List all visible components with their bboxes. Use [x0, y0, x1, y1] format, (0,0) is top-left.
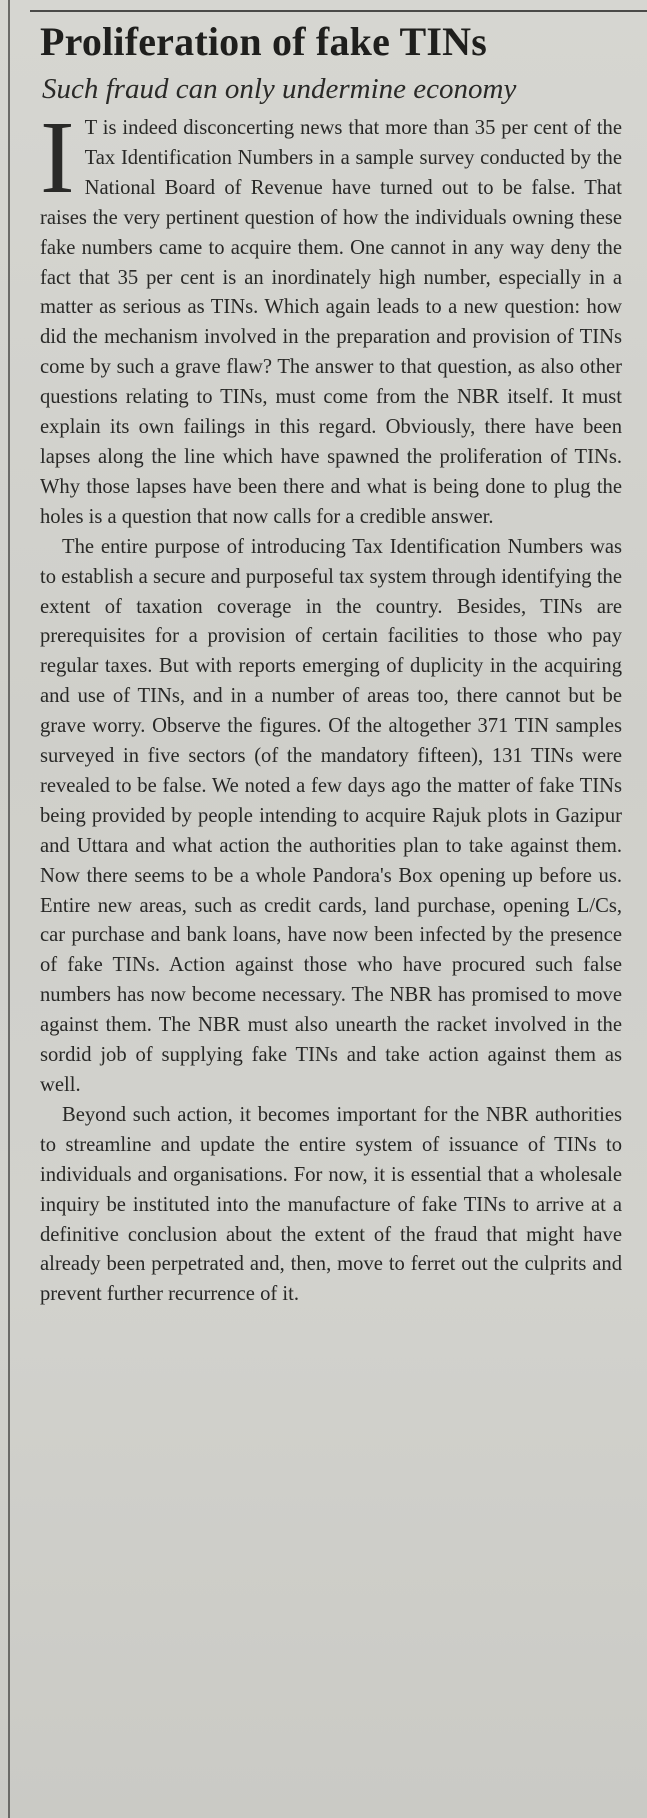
column-border-top [30, 10, 647, 12]
article-body [40, 100, 622, 1310]
paragraph-2: The entire purpose of introducing Tax Identification Numbers was to establish a secure and purposeful tax system through identifying the extent of taxation coverage in the country. Besides, TINs are prerequisites for a provision of certain facilities to those who pay regular taxes. But with reports emerging of duplicity in the acquiring and use of TINs, and in a number of areas too, there cannot but be grave worry. Observe the figures. Of the altogether 371 TIN samples surveyed in five sectors (of the mandatory fifteen), 131 TINs were revealed to be false. We noted a few days ago the matter of fake TINs being provided by people intending to acquire Rajuk plots in Gazipur and Uttara and what action the authorities plan to take against them. Now there seems to be a whole Pandora's Box opening up before us. Entire new areas, such as credit cards, land purchase, opening L/Cs, car purchase and bank loans, have now been infected by the presence of fake TINs. Action against those who have procured such false numbers has now become necessary. The NBR has promised to move against them. The NBR must also unearth the racket involved in the sordid job of supplying fake TINs and take action against them as well. [40, 535, 622, 1096]
editorial-article [40, 18, 622, 1310]
article-subhead: Such fraud can only undermine economy [42, 73, 517, 105]
paragraph-1-text: T is indeed disconcerting news that more than 35 per cent of the Tax Identification Numbers in a sample survey conducted by the National Board of Revenue have turned out to be false. That raises the very pertinent question of how the individuals owning these fake numbers came to acquire them. One cannot in any way deny the fact that 35 per cent is an inordinately high number, especially in a matter as serious as TINs. Which again leads to a new question: how did the mechanism involved in the preparation and provision of TINs come by such a grave flaw? The answer to that question, as also other questions relating to TINs, must come from the NBR itself. It must explain its own failings in this regard. Obviously, there have been lapses along the line which have spawned the proliferation of TINs. Why those lapses have been there and what is being done to plug the holes is a question that now calls for a credible answer. [40, 117, 622, 528]
paragraph-1 [40, 100, 622, 533]
article-headline: Proliferation of fake TINs [40, 19, 488, 64]
column-border-left [8, 0, 10, 1818]
drop-cap: I [40, 100, 75, 215]
paragraph-3: Beyond such action, it becomes important for the NBR authorities to streamline and update the entire system of issuance of TINs to individuals and organisations. For now, it is essential that a wholesale inquiry be instituted into the manufacture of fake TINs to arrive at a definitive conclusion about the extent of the fraud that might have already been perpetrated and, then, move to ferret out the culprits and prevent further recurrence of it. [40, 1103, 622, 1306]
